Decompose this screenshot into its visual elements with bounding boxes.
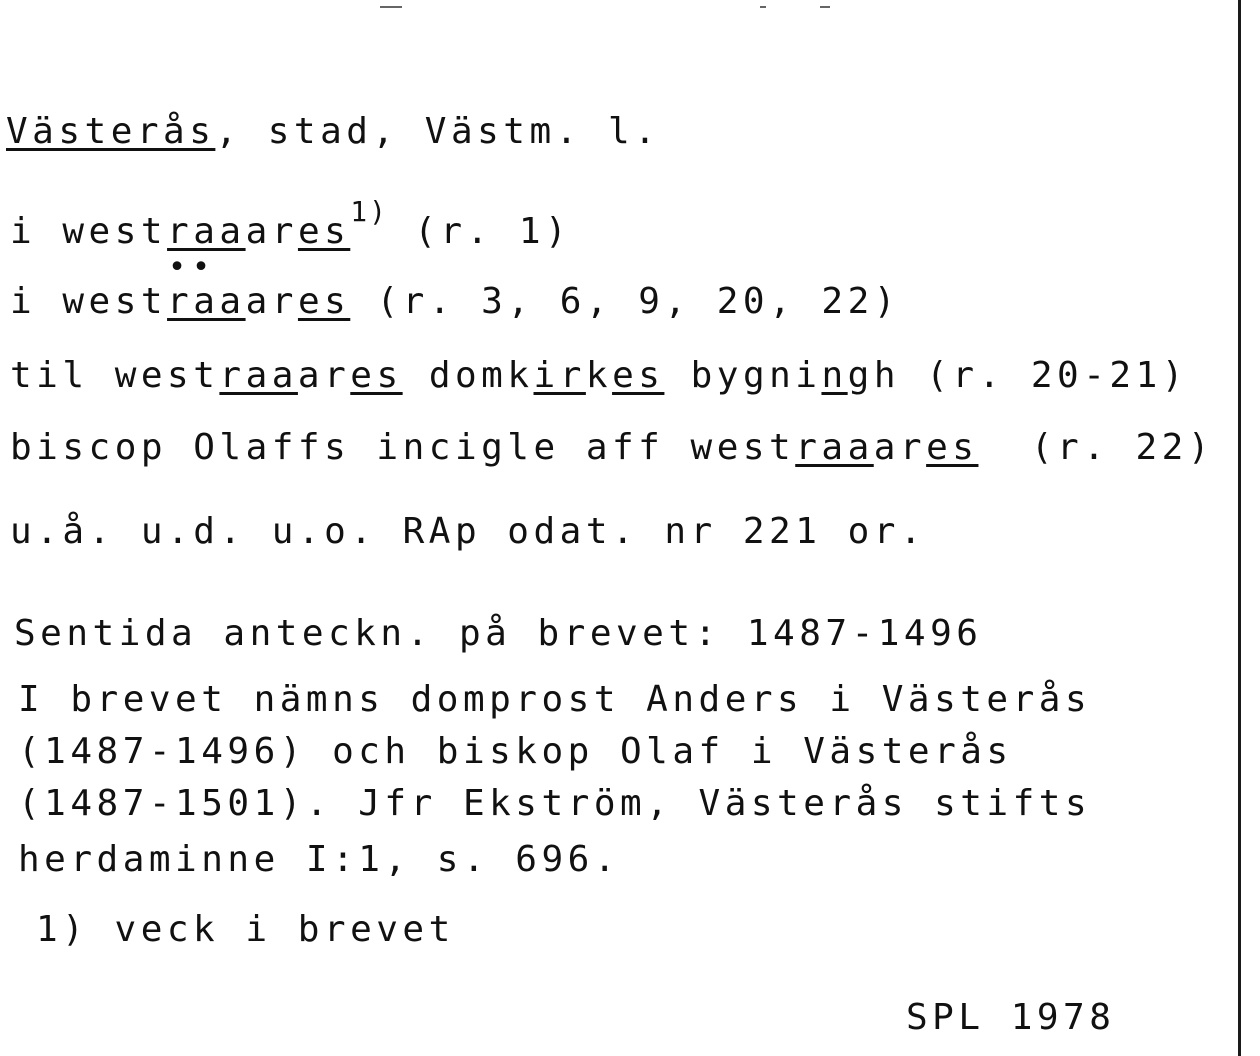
underlined-segment: raa — [167, 211, 246, 252]
underlined-segment: es — [612, 355, 665, 396]
form-text: ar — [245, 211, 298, 252]
underlined-segment: es — [297, 211, 351, 252]
underlined-segment: es — [926, 427, 979, 468]
footnote: 1) veck i brevet — [36, 909, 455, 950]
form-text: bygni — [664, 355, 822, 396]
scan-speck — [380, 6, 402, 8]
form-text: til west — [10, 355, 220, 396]
comment-line: (1487-1501). Jfr Ekström, Västerås stifts — [18, 783, 1092, 824]
diacritic-dots: •• — [168, 250, 217, 285]
form-line-1 — [10, 195, 572, 254]
underlined-segment: es — [297, 281, 351, 322]
form-line-3 — [10, 356, 1188, 396]
card-edge-line — [1238, 0, 1241, 1056]
underlined-segment: raa — [795, 427, 874, 468]
form-line-4 — [10, 428, 1214, 468]
later-note: Sentida anteckn. på brevet: 1487-1496 — [14, 613, 983, 654]
form-line-2 — [10, 282, 900, 322]
source-line: u.å. u.d. u.o. RAp odat. nr 221 or. — [10, 511, 927, 552]
underlined-segment: es — [350, 355, 403, 396]
form-text: k — [585, 355, 613, 396]
scan-speck — [820, 6, 830, 8]
place-details: , stad, Västm. l. — [215, 111, 661, 152]
line-reference: (r. 22) — [978, 427, 1215, 468]
card-header — [6, 112, 660, 152]
line-reference: gh (r. 20-21) — [847, 355, 1188, 396]
place-name: Västerås — [6, 111, 216, 152]
line-reference: (r. 1) — [388, 211, 572, 252]
line-reference: (r. 3, 6, 9, 20, 22) — [350, 281, 900, 322]
signature: SPL 1978 — [906, 997, 1116, 1038]
scan-speck — [760, 6, 766, 8]
form-text: domk — [402, 355, 534, 396]
underlined-segment: raa — [219, 355, 298, 396]
comment-line: (1487-1496) och biskop Olaf i Västerås — [18, 731, 1013, 772]
footnote-reference: 1) — [350, 195, 389, 228]
form-text: biscop Olaffs incigle aff west — [10, 427, 796, 468]
form-text: ar — [297, 355, 351, 396]
form-text: i west — [10, 211, 168, 252]
form-text: ar — [873, 427, 927, 468]
underlined-segment: raa — [167, 281, 246, 322]
underlined-segment: ir — [533, 355, 586, 396]
comment-line: I brevet nämns domprost Anders i Västerås — [18, 679, 1092, 720]
form-text: ar — [245, 281, 298, 322]
underlined-segment: n — [821, 355, 848, 396]
comment-line: herdaminne I:1, s. 696. — [18, 839, 620, 880]
form-text: i west — [10, 281, 168, 322]
